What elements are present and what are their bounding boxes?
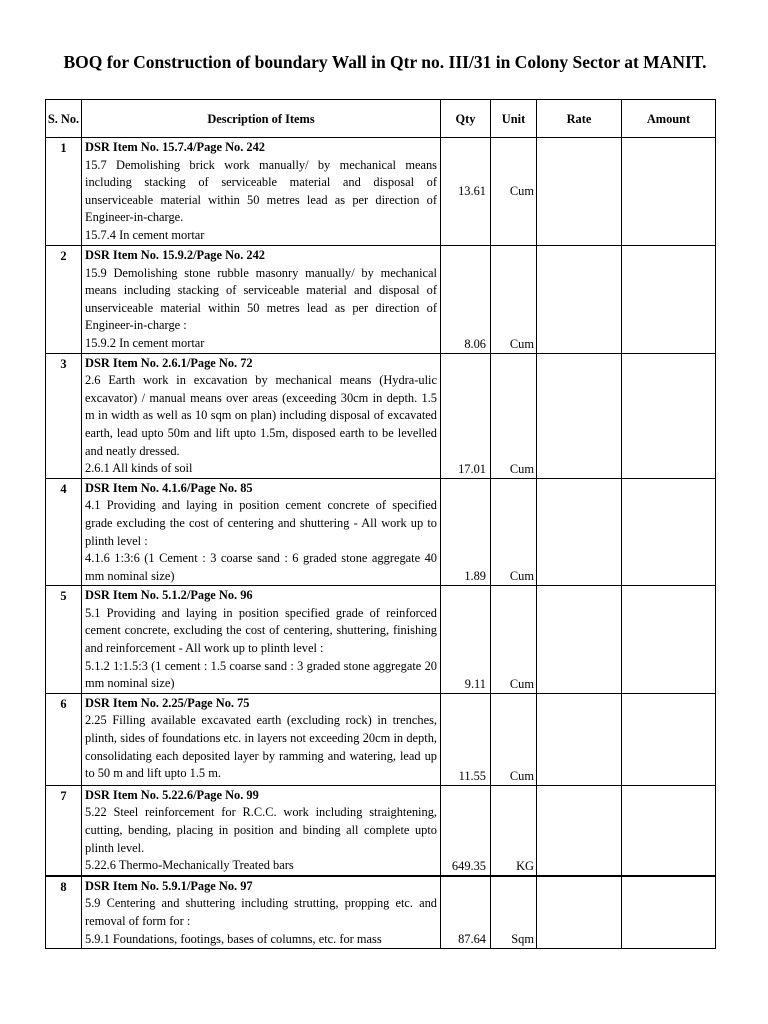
item-qty: 649.35 <box>441 785 491 875</box>
item-heading: DSR Item No. 2.6.1/Page No. 72 <box>85 355 253 370</box>
table-row <box>46 876 716 949</box>
boq-table <box>45 99 716 949</box>
item-unit: KG <box>491 785 537 875</box>
item-amount <box>622 785 716 875</box>
table-row <box>46 246 716 354</box>
table-row <box>46 586 716 694</box>
item-amount <box>622 876 716 949</box>
item-amount <box>622 353 716 478</box>
item-amount <box>622 138 716 246</box>
table-row <box>46 478 716 586</box>
item-unit: Cum <box>491 353 537 478</box>
item-subtext: 5.22.6 Thermo-Mechanically Treated bars <box>85 858 294 873</box>
item-unit: Cum <box>491 138 537 246</box>
item-description <box>82 693 441 785</box>
row-number: 3 <box>46 353 82 478</box>
item-qty: 8.06 <box>441 246 491 354</box>
item-rate <box>537 138 622 246</box>
row-number: 2 <box>46 246 82 354</box>
item-description <box>82 586 441 694</box>
row-number: 5 <box>46 586 82 694</box>
item-text: 15.7 Demolishing brick work manually/ by mechanical means including stacking of serviceable material and disposal of unserviceable material within 50 metres lead as per direction of Engineer-in-charge. <box>85 157 437 225</box>
row-number: 4 <box>46 478 82 586</box>
item-rate <box>537 478 622 586</box>
item-text: 5.22 Steel reinforcement for R.C.C. work including straightening, cutting, bending, placing in position and binding all complete upto plinth level. <box>85 805 437 855</box>
item-amount <box>622 478 716 586</box>
item-text: 4.1 Providing and laying in position cement concrete of specified grade excluding the cost of centering and shuttering - All work up to plinth level : <box>85 498 437 548</box>
item-text: 2.25 Filling available excavated earth (excluding rock) in trenches, plinth, sides of foundations etc. in layers not exceeding 20cm in depth, consolidating each deposited layer by ramming and watering, lead up to 50 m and lift upto 1.5 m. <box>85 713 437 781</box>
item-qty: 17.01 <box>441 353 491 478</box>
item-heading: DSR Item No. 4.1.6/Page No. 85 <box>85 480 253 495</box>
item-rate <box>537 246 622 354</box>
item-unit: Sqm <box>491 876 537 949</box>
item-text: 15.9 Demolishing stone rubble masonry manually/ by mechanical means including stacking of serviceable material and disposal of unserviceable material within 50 metres lead as per direction of Engineer-in-charge : <box>85 265 437 333</box>
item-description <box>82 876 441 949</box>
item-text: 2.6 Earth work in excavation by mechanical means (Hydra-ulic excavator) / manual means over areas (exceeding 30cm in depth. 1.5 m in width as well as 10 sqm on plan) including disposal of excavated earth, lead upto 50m and lift upto 1.5m, disposed earth to be levelled and neatly dressed. <box>85 373 437 458</box>
table-row <box>46 693 716 785</box>
item-qty: 1.89 <box>441 478 491 586</box>
item-description <box>82 138 441 246</box>
header-qty: Qty <box>441 100 491 138</box>
item-subtext: 15.7.4 In cement mortar <box>85 227 205 242</box>
header-amount: Amount <box>622 100 716 138</box>
item-rate <box>537 693 622 785</box>
header-description: Description of Items <box>82 100 441 138</box>
item-heading: DSR Item No. 15.7.4/Page No. 242 <box>85 140 265 154</box>
item-qty: 13.61 <box>441 138 491 246</box>
item-qty: 87.64 <box>441 876 491 949</box>
header-row <box>46 100 716 138</box>
item-qty: 9.11 <box>441 586 491 694</box>
table-row <box>46 785 716 875</box>
row-number: 6 <box>46 693 82 785</box>
row-number: 8 <box>46 876 82 949</box>
item-subtext: 4.1.6 1:3:6 (1 Cement : 3 coarse sand : 6 graded stone aggregate 40 mm nominal size) <box>85 551 437 583</box>
item-heading: DSR Item No. 2.25/Page No. 75 <box>85 695 250 710</box>
item-amount <box>622 586 716 694</box>
item-description <box>82 246 441 354</box>
item-heading: DSR Item No. 5.22.6/Page No. 99 <box>85 787 259 802</box>
item-amount <box>622 693 716 785</box>
item-rate <box>537 785 622 875</box>
item-unit: Cum <box>491 693 537 785</box>
header-sno: S. No. <box>46 100 82 138</box>
item-amount <box>622 246 716 354</box>
header-rate: Rate <box>537 100 622 138</box>
item-heading: DSR Item No. 5.9.1/Page No. 97 <box>85 878 253 893</box>
item-subtext: 5.9.1 Foundations, footings, bases of columns, etc. for mass <box>85 931 382 946</box>
item-unit: Cum <box>491 246 537 354</box>
item-description <box>82 785 441 875</box>
item-heading: DSR Item No. 5.1.2/Page No. 96 <box>85 588 253 603</box>
item-description <box>82 353 441 478</box>
item-text: 5.1 Providing and laying in position specified grade of reinforced cement concrete, excluding the cost of centering, shuttering, finishing and reinforcement - All work up to plinth level : <box>85 605 437 656</box>
item-qty: 11.55 <box>441 693 491 785</box>
item-unit: Cum <box>491 478 537 586</box>
item-rate <box>537 353 622 478</box>
item-subtext: 2.6.1 All kinds of soil <box>85 461 193 476</box>
table-row <box>46 353 716 478</box>
item-description <box>82 478 441 586</box>
item-text: 5.9 Centering and shuttering including strutting, propping etc. and removal of form for : <box>85 896 437 928</box>
row-number: 1 <box>46 138 82 246</box>
table-row <box>46 138 716 246</box>
document-title: BOQ for Construction of boundary Wall in Qtr no. III/31 in Colony Sector at MANIT. <box>63 52 707 72</box>
item-subtext: 15.9.2 In cement mortar <box>85 335 205 350</box>
item-unit: Cum <box>491 586 537 694</box>
item-heading: DSR Item No. 15.9.2/Page No. 242 <box>85 248 265 262</box>
item-rate <box>537 876 622 949</box>
header-unit: Unit <box>491 100 537 138</box>
item-subtext: 5.1.2 1:1.5:3 (1 cement : 1.5 coarse sand : 3 graded stone aggregate 20 mm nominal size) <box>85 658 437 691</box>
row-number: 7 <box>46 785 82 875</box>
item-rate <box>537 586 622 694</box>
